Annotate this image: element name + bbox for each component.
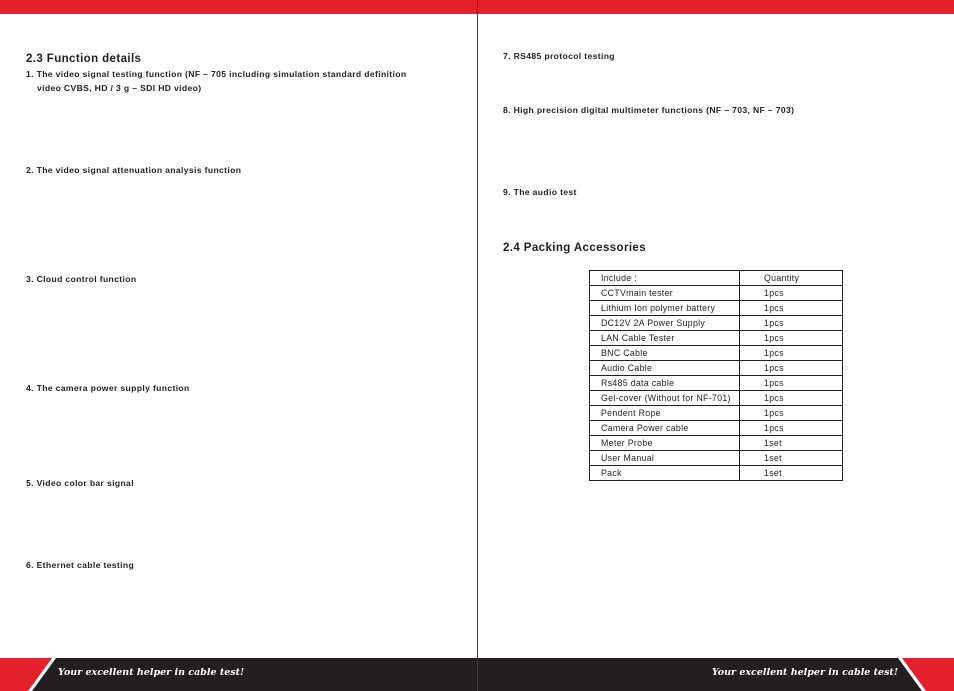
packing-accessories-table xyxy=(589,270,843,481)
accessory-quantity: 1pcs xyxy=(740,376,843,391)
accessory-item: Pendent Rope xyxy=(590,406,740,421)
table-row xyxy=(590,466,843,481)
accessory-quantity: 1pcs xyxy=(740,331,843,346)
accessory-quantity: 1set xyxy=(740,436,843,451)
function-item-7: 7. RS485 protocol testing xyxy=(503,51,615,61)
accessory-item: Lithium Ion polymer battery xyxy=(590,301,740,316)
header-quantity: Quantity xyxy=(740,271,843,286)
function-item-1 xyxy=(26,67,406,95)
function-item-2: 2. The video signal attenuation analysis function xyxy=(26,165,242,175)
section-title-packing-accessories: 2.4 Packing Accessories xyxy=(503,242,647,254)
top-red-bar-right xyxy=(478,0,954,14)
accessory-item: Camera Power cable xyxy=(590,421,740,436)
accessory-quantity: 1set xyxy=(740,451,843,466)
left-footer xyxy=(0,658,477,691)
accessory-item: Pack xyxy=(590,466,740,481)
table-row xyxy=(590,376,843,391)
table-header-row xyxy=(590,271,843,286)
accessory-item: Audio Cable xyxy=(590,361,740,376)
table-row xyxy=(590,421,843,436)
accessory-quantity: 1set xyxy=(740,466,843,481)
table-row xyxy=(590,346,843,361)
accessory-quantity: 1pcs xyxy=(740,406,843,421)
right-footer-tagline: Your excellent helper in cable test! xyxy=(711,667,898,678)
accessory-item: Rs485 data cable xyxy=(590,376,740,391)
accessory-quantity: 1pcs xyxy=(740,286,843,301)
function-item-5: 5. Video color bar signal xyxy=(26,478,134,488)
function-item-1-line2: video CVBS, HD / 3 g – SDI HD video) xyxy=(37,83,202,93)
accessory-quantity: 1pcs xyxy=(740,301,843,316)
accessory-item: Gel-cover (Without for NF-701) xyxy=(590,391,740,406)
table-row xyxy=(590,361,843,376)
function-item-1-line1: 1. The video signal testing function (NF – 705 including simulation standard definition xyxy=(26,69,407,79)
left-footer-tagline: Your excellent helper in cable test! xyxy=(58,667,245,678)
table-row xyxy=(590,391,843,406)
accessory-quantity: 1pcs xyxy=(740,421,843,436)
accessory-item: User Manual xyxy=(590,451,740,466)
function-item-4: 4. The camera power supply function xyxy=(26,383,190,393)
table-row xyxy=(590,301,843,316)
header-include: Include : xyxy=(590,271,740,286)
table-row xyxy=(590,286,843,301)
function-item-8: 8. High precision digital multimeter functions (NF – 703, NF – 703) xyxy=(503,105,795,115)
function-item-9: 9. The audio test xyxy=(503,187,577,197)
table-row xyxy=(590,316,843,331)
table-row xyxy=(590,436,843,451)
right-footer xyxy=(478,658,954,691)
accessory-item: CCTVmain tester xyxy=(590,286,740,301)
accessory-quantity: 1pcs xyxy=(740,361,843,376)
table-row xyxy=(590,406,843,421)
table-row xyxy=(590,331,843,346)
accessory-item: DC12V 2A Power Supply xyxy=(590,316,740,331)
accessory-item: Meter Probe xyxy=(590,436,740,451)
accessory-quantity: 1pcs xyxy=(740,391,843,406)
accessory-quantity: 1pcs xyxy=(740,346,843,361)
top-red-bar xyxy=(0,0,477,14)
accessory-quantity: 1pcs xyxy=(740,316,843,331)
right-red-corner-graphic xyxy=(894,658,954,691)
section-title-function-details: 2.3 Function details xyxy=(26,53,142,65)
table-row xyxy=(590,451,843,466)
accessory-item: LAN Cable Tester xyxy=(590,331,740,346)
function-item-6: 6. Ethernet cable testing xyxy=(26,560,135,570)
left-red-corner-graphic xyxy=(0,658,60,691)
accessory-item: BNC Cable xyxy=(590,346,740,361)
function-item-3: 3. Cloud control function xyxy=(26,274,137,284)
